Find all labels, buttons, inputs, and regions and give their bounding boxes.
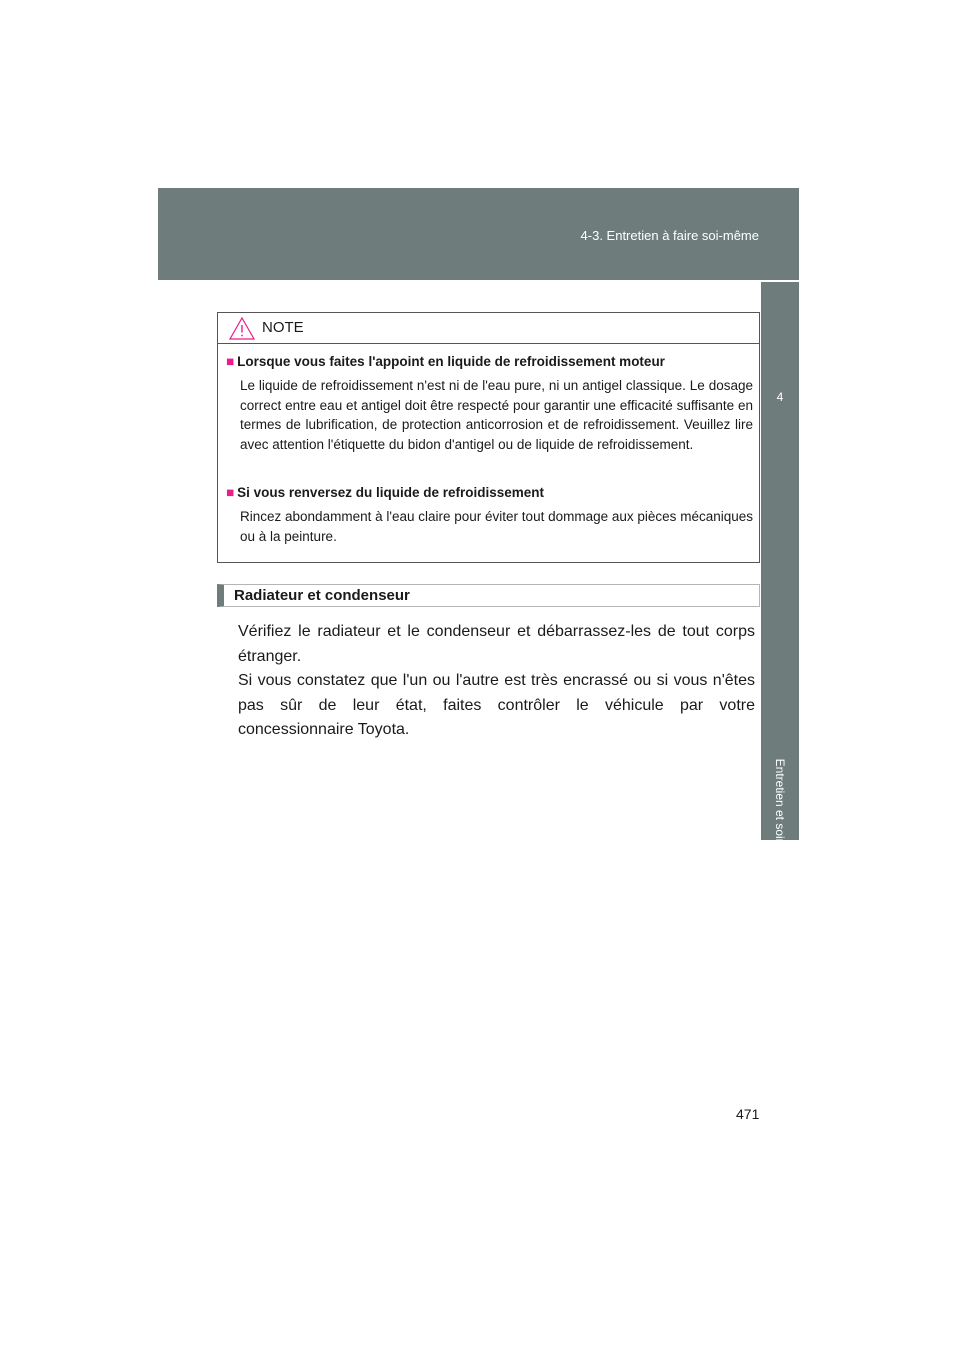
note-section bbox=[226, 353, 753, 454]
body-paragraph: Vérifiez le radiateur et le condenseur et débarrassez-les de tout corps étranger. bbox=[238, 623, 755, 665]
note-title: NOTE bbox=[262, 319, 304, 336]
page-number: 471 bbox=[736, 1106, 760, 1122]
subsection-title: Radiateur et condenseur bbox=[234, 587, 410, 604]
note-paragraph: Rincez abondamment à l'eau claire pour éviter tout dommage aux pièces mécaniques ou à la peinture. bbox=[240, 509, 753, 544]
chapter-label: Entretien et soin bbox=[773, 758, 787, 846]
note-heading bbox=[226, 353, 753, 371]
body-text bbox=[238, 620, 755, 743]
note-paragraph: Le liquide de refroidissement n'est ni de l'eau pure, ni un antigel classique. Le dosage correct entre eau et antigel doit être respecté pour garantir une efficacité suffisante en termes de lubrification, de protection anticorrosion et de refroidissement. Veuillez lire avec attention l'étiquette du bidon d'antigel ou de liquide de refroidissement. bbox=[240, 378, 753, 452]
square-bullet-icon: ■ bbox=[226, 354, 235, 369]
chapter-side-tab bbox=[761, 282, 799, 846]
chapter-number: 4 bbox=[776, 390, 784, 404]
note-header bbox=[218, 313, 759, 344]
header-band bbox=[158, 188, 799, 280]
note-box bbox=[217, 312, 760, 563]
section-title: 4-3. Entretien à faire soi-même bbox=[580, 228, 759, 243]
body-paragraph: Si vous constatez que l'un ou l'autre est très encrassé ou si vous n'êtes pas sûr de leur état, faites contrôler le véhicule par votre concessionnaire Toyota. bbox=[238, 672, 755, 738]
note-section bbox=[226, 484, 753, 546]
square-bullet-icon: ■ bbox=[226, 485, 235, 500]
note-heading bbox=[226, 484, 753, 502]
warning-triangle-icon bbox=[229, 317, 255, 340]
note-heading-text: Lorsque vous faites l'appoint en liquide de refroidissement moteur bbox=[237, 354, 665, 369]
subsection-bar bbox=[217, 584, 760, 607]
note-heading-text: Si vous renversez du liquide de refroidissement bbox=[237, 485, 544, 500]
